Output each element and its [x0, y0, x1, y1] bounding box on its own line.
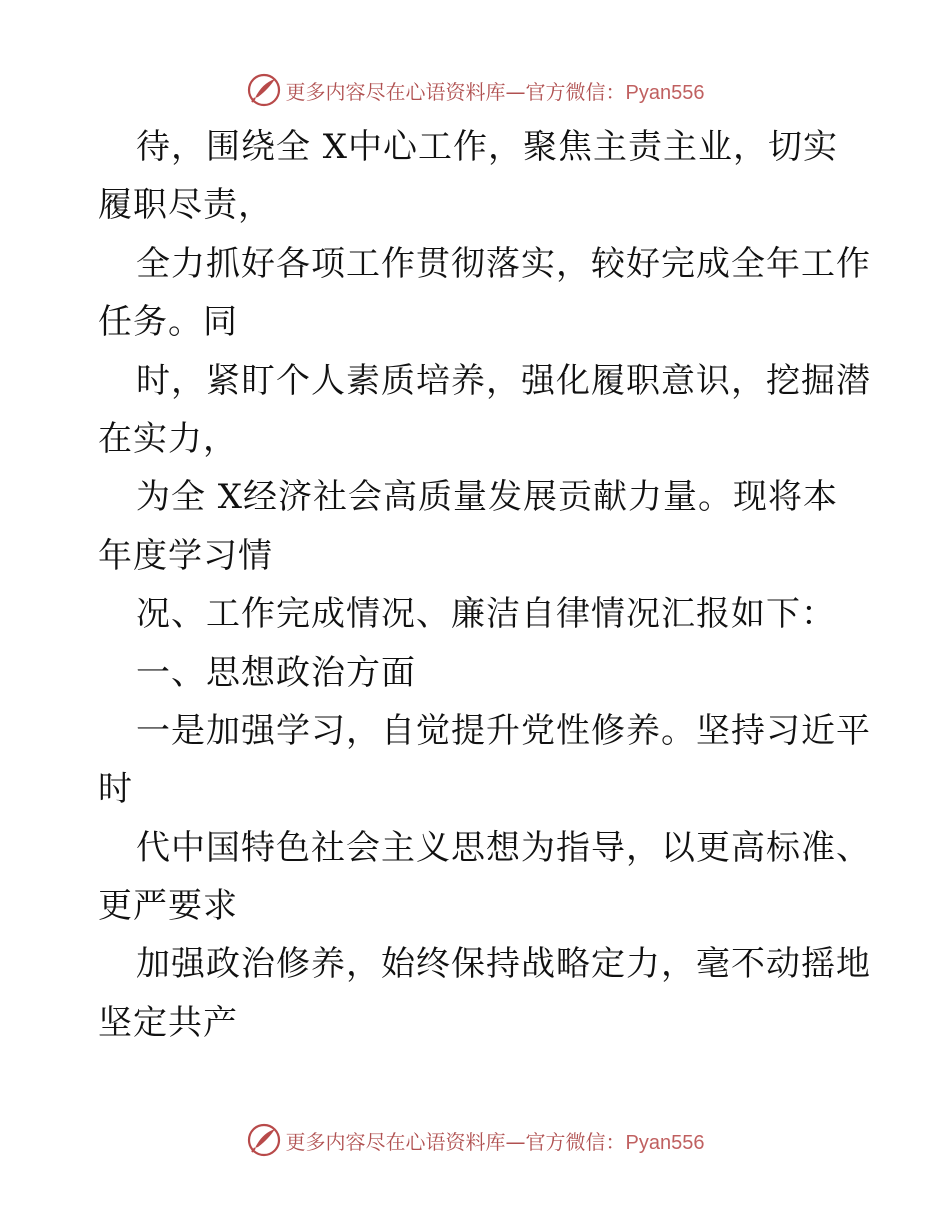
- text-line: 待，围绕全 X中心工作，聚焦主责主业，切实: [136, 127, 839, 167]
- text-line: 全力抓好各项工作贯彻落实，较好完成全年工作: [136, 243, 871, 284]
- footer-watermark: [0, 1120, 950, 1160]
- text-line: 况、工作完成情况、廉洁自律情况汇报如下：: [136, 594, 836, 635]
- text-line: 履职尽责，: [98, 185, 273, 226]
- watermark-wechat-id: Pyan556: [625, 81, 705, 104]
- text-line: 一是加强学习，自觉提升党性修养。坚持习近平: [136, 710, 871, 751]
- quill-pen-logo-icon: [246, 1122, 282, 1158]
- text-line: 时: [98, 769, 133, 810]
- header-watermark: [0, 70, 950, 110]
- text-line: 时，紧盯个人素质培养，强化履职意识，挖掘潜: [136, 360, 871, 401]
- text-line: 在实力，: [98, 418, 238, 459]
- text-line: 年度学习情: [98, 535, 273, 576]
- watermark-text: [286, 76, 705, 105]
- document-body: [98, 118, 878, 1052]
- quill-pen-logo-icon: [246, 72, 282, 108]
- text-line: 更严要求: [98, 886, 238, 927]
- watermark-label: 更多内容尽在心语资料库—官方微信：: [285, 1129, 626, 1154]
- text-line: 加强政治修养，始终保持战略定力，毫不动摇地: [136, 944, 871, 985]
- text-line: 一、思想政治方面: [136, 652, 416, 693]
- text-line: 为全 X经济社会高质量发展贡献力量。现将本: [136, 477, 839, 518]
- watermark-text: [286, 1126, 705, 1155]
- text-line: 代中国特色社会主义思想为指导，以更高标准、: [136, 827, 871, 868]
- watermark-wechat-id: Pyan556: [625, 1131, 705, 1154]
- watermark-label: 更多内容尽在心语资料库—官方微信：: [285, 79, 626, 104]
- text-line: 任务。同: [98, 302, 238, 343]
- text-line: 坚定共产: [98, 1002, 238, 1043]
